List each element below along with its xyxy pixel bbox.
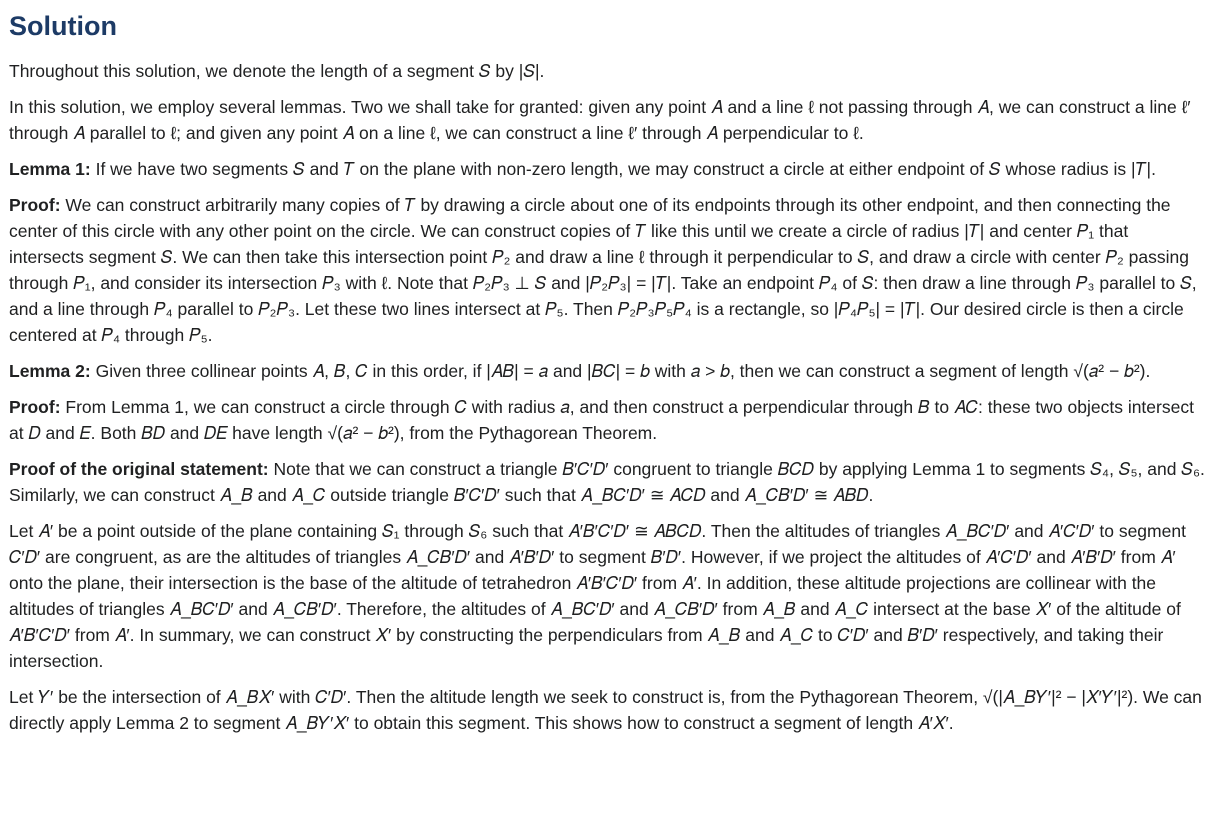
page-title: Solution bbox=[9, 11, 117, 41]
proof-original-text: Note that we can construct a triangle 𝐵′𝐶′𝐷′ congruent to triangle 𝐵𝐶𝐷 by applying Lemma 1 to segments 𝑆₄, 𝑆₅, and 𝑆₆. Similarly, we can construct 𝐴_𝐵 and 𝐴_𝐶 outside triangle 𝐵′𝐶′𝐷′ such that 𝐴_𝐵𝐶′𝐷′ ≅ 𝐴𝐶𝐷 and 𝐴_𝐶𝐵′𝐷′ ≅ 𝐴𝐵𝐷. bbox=[9, 459, 1205, 505]
proof-2-text: From Lemma 1, we can construct a circle through 𝐶 with radius 𝑎, and then construct a perpendicular through 𝐵 to 𝐴𝐶: these two objects intersect at 𝐷 and 𝐸. Both 𝐵𝐷 and 𝐷𝐸 have length √(𝑎² − 𝑏²), from the Pythagorean Theorem. bbox=[9, 397, 1194, 443]
lemma-2-text: Given three collinear points 𝐴, 𝐵, 𝐶 in this order, if |𝐴𝐵| = 𝑎 and |𝐵𝐶| = 𝑏 with 𝑎 > 𝑏, then we can construct a segment of length √(𝑎² − 𝑏²). bbox=[95, 361, 1151, 381]
proof-2-label: Proof: bbox=[9, 397, 61, 417]
lemma-2-paragraph bbox=[9, 358, 1205, 384]
final-paragraph: Let 𝑌′ be the intersection of 𝐴_𝐵𝑋′ with 𝐶′𝐷′. Then the altitude length we seek to construct is, from the Pythagorean Theorem, √(|𝐴_𝐵𝑌′|² − |𝑋′𝑌′|²). We can directly apply Lemma 2 to segment 𝐴_𝐵𝑌′𝑋′ to obtain this segment. This shows how to construct a segment of length 𝐴′𝑋′. bbox=[9, 687, 1202, 733]
lemma-1-paragraph bbox=[9, 156, 1205, 182]
proof-1-paragraph bbox=[9, 192, 1205, 348]
lemma-2-label: Lemma 2: bbox=[9, 361, 91, 381]
proof-1-text: We can construct arbitrarily many copies of 𝑇 by drawing a circle about one of its endpoints through its other endpoint, and then connecting the center of this circle with any other point on the circle. We can construct copies of 𝑇 like this until we create a circle of radius |𝑇| and center 𝑃₁ that intersects segment 𝑆. We can then take this intersection point 𝑃₂ and draw a line ℓ through it perpendicular to 𝑆, and draw a circle with center 𝑃₂ passing through 𝑃₁, and consider its intersection 𝑃₃ with ℓ. Note that 𝑃₂𝑃₃ ⊥ 𝑆 and |𝑃₂𝑃₃| = |𝑇|. Take an endpoint 𝑃₄ of 𝑆: then draw a line through 𝑃₃ parallel to 𝑆, and a line through 𝑃₄ parallel to 𝑃₂𝑃₃. Let these two lines intersect at 𝑃₅. Then 𝑃₂𝑃₃𝑃₅𝑃₄ is a rectangle, so |𝑃₄𝑃₅| = |𝑇|. Our desired circle is then a circle centered at 𝑃₄ through 𝑃₅. bbox=[9, 195, 1197, 345]
lemma-1-label: Lemma 1: bbox=[9, 159, 91, 179]
proof-2-paragraph bbox=[9, 394, 1205, 446]
notation-paragraph: Throughout this solution, we denote the length of a segment 𝑆 by |𝑆|. bbox=[9, 61, 545, 81]
lemma-1-text: If we have two segments 𝑆 and 𝑇 on the plane with non-zero length, we may construct a circle at either endpoint of 𝑆 whose radius is |𝑇|. bbox=[95, 159, 1156, 179]
lemmas-intro-paragraph: In this solution, we employ several lemmas. Two we shall take for granted: given any point 𝐴 and a line ℓ not passing through 𝐴, we can construct a line ℓ′ through 𝐴 parallel to ℓ; and given any point 𝐴 on a line ℓ, we can construct a line ℓ′ through 𝐴 perpendicular to ℓ. bbox=[9, 97, 1191, 143]
proof-original-label: Proof of the original statement: bbox=[9, 459, 269, 479]
altitude-paragraph: Let 𝐴′ be a point outside of the plane containing 𝑆₁ through 𝑆₆ such that 𝐴′𝐵′𝐶′𝐷′ ≅ 𝐴𝐵𝐶𝐷. Then the altitudes of triangles 𝐴_𝐵𝐶′𝐷′ and 𝐴′𝐶′𝐷′ to segment 𝐶′𝐷′ are congruent, as are the altitudes of triangles 𝐴_𝐶𝐵′𝐷′ and 𝐴′𝐵′𝐷′ to segment 𝐵′𝐷′. However, if we project the altitudes of 𝐴′𝐶′𝐷′ and 𝐴′𝐵′𝐷′ from 𝐴′ onto the plane, their intersection is the base of the altitude of tetrahedron 𝐴′𝐵′𝐶′𝐷′ from 𝐴′. In addition, these altitude projections are collinear with the altitudes of triangles 𝐴_𝐵𝐶′𝐷′ and 𝐴_𝐶𝐵′𝐷′. Therefore, the altitudes of 𝐴_𝐵𝐶′𝐷′ and 𝐴_𝐶𝐵′𝐷′ from 𝐴_𝐵 and 𝐴_𝐶 intersect at the base 𝑋′ of the altitude of 𝐴′𝐵′𝐶′𝐷′ from 𝐴′. In summary, we can construct 𝑋′ by constructing the perpendiculars from 𝐴_𝐵 and 𝐴_𝐶 to 𝐶′𝐷′ and 𝐵′𝐷′ respectively, and taking their intersection. bbox=[9, 521, 1186, 671]
proof-original-paragraph bbox=[9, 456, 1205, 508]
proof-1-label: Proof: bbox=[9, 195, 61, 215]
